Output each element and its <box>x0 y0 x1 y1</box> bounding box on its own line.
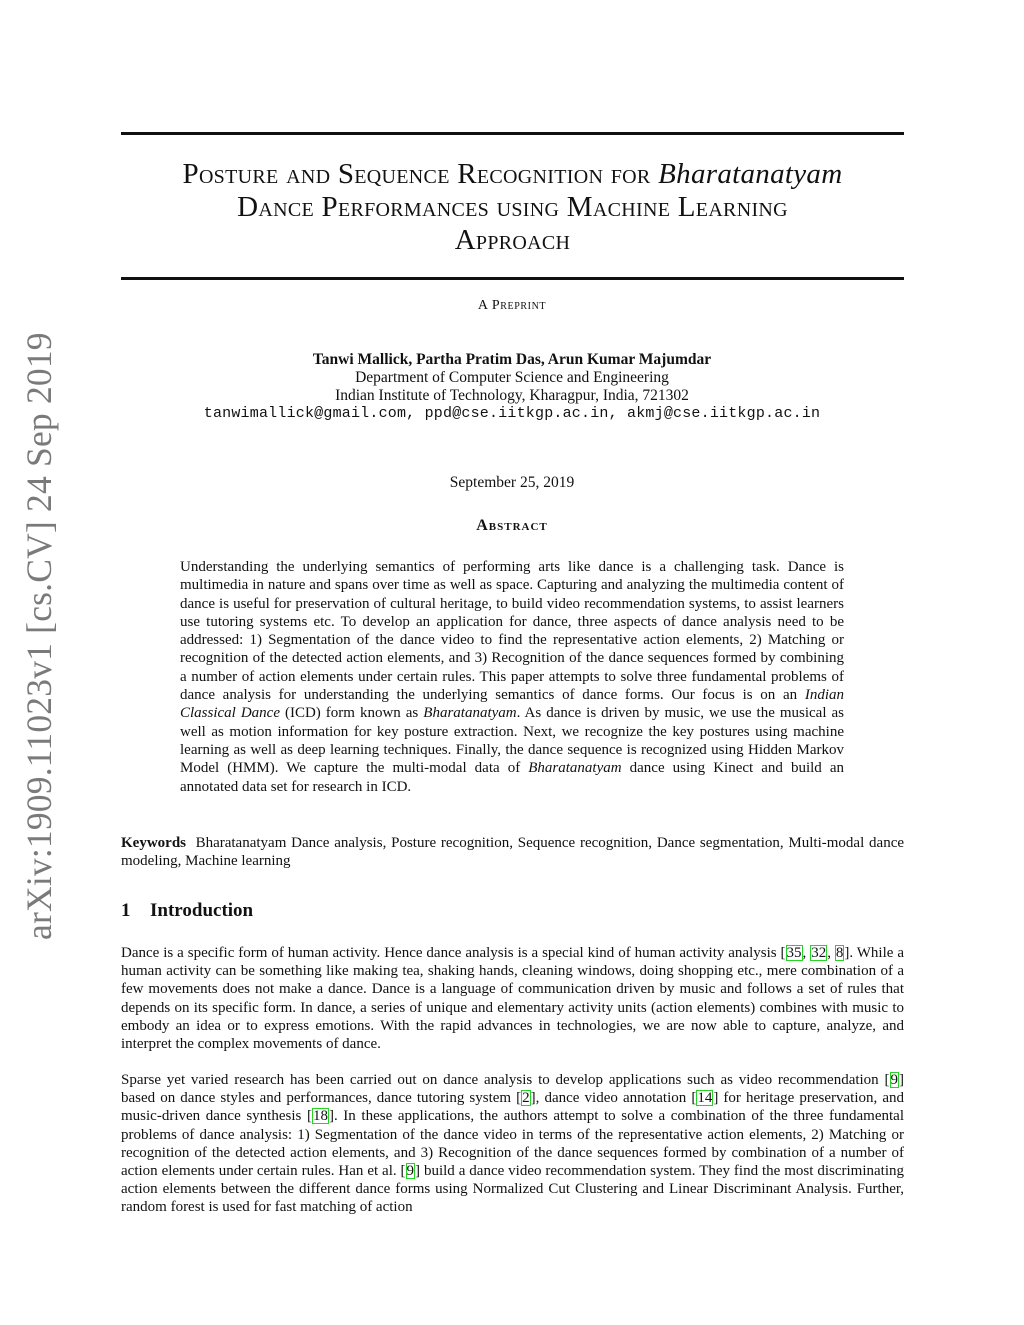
section-title: Introduction <box>150 900 254 921</box>
paper-date: September 25, 2019 <box>449 474 575 491</box>
citation-link[interactable]: 18 <box>312 1108 328 1125</box>
author-block <box>0 351 1024 423</box>
title-line-2: Dance Performances using Machine Learning <box>237 191 788 223</box>
abstract-text: Understanding the underlying semantics of performing arts like dance is a challenging task. Dance is multimedia in nature and spans over time as well as space. Capturing and analyzing the multimedia content of dance is useful for preservation of cultural heritage, to build video recommendation systems, to assist learners use tutoring systems etc. To develop an application for dance, three aspects of dance analysis need to be addressed: 1) Segmentation of the dance video to find the representative action elements, 2) Matching or recognition of the detected action elements, and 3) Recognition of the dance sequences formed by combining a number of action elements under certain rules. This paper attempts to solve three fundamental problems of dance analysis for understanding the underlying semantics of dance forms. Our focus is on an Indian Classical Dance (ICD) form known as Bharatanatyam. As dance is driven by music, we use the musical as well as motion information for key posture extraction. Next, we recognize the key postures using machine learning as well as deep learning techniques. Finally, the dance sequence is recognized using Hidden Markov Model (HMM). We capture the multi-modal data of Bharatanatyam dance using Kinect and build an annotated data set for research in ICD. <box>180 559 844 795</box>
citation-link[interactable]: 35 <box>786 945 802 961</box>
author-emails: tanwimallick@gmail.com, ppd@cse.iitkgp.ac.in, akmj@cse.iitkgp.ac.in <box>203 405 821 422</box>
section-heading-introduction <box>121 900 253 922</box>
author-names: Tanwi Mallick, Partha Pratim Das, Arun Kumar Majumdar <box>312 351 712 368</box>
citation-link[interactable]: 9 <box>406 1163 415 1180</box>
author-institute: Indian Institute of Technology, Kharagpur, India, 721302 <box>335 387 689 404</box>
abstract-heading: Abstract <box>476 517 548 534</box>
title-line-1: Posture and Sequence Recognition for Bharatanatyam <box>182 158 843 190</box>
preprint-label: A Preprint <box>477 298 547 313</box>
arxiv-identifier: arXiv:1909.11023v1 [cs.CV] 24 Sep 2019 <box>19 332 59 940</box>
keywords-text: Bharatanatyam Dance analysis, Posture recognition, Sequence recognition, Dance segmentation, Multi-modal dance modeling, Machine learning <box>121 835 905 870</box>
title-bottom-rule <box>121 277 904 280</box>
paper-title <box>121 158 904 257</box>
title-top-rule <box>121 132 904 135</box>
title-line-3: Approach <box>454 224 571 256</box>
keywords <box>121 834 904 871</box>
citation-link[interactable]: 8 <box>835 945 844 961</box>
citation-link[interactable]: 14 <box>697 1090 713 1107</box>
title-italic-term: Bharatanatyam <box>658 158 843 190</box>
introduction-paragraph-1: Dance is a specific form of human activity. Hence dance analysis is a special kind of human activity analysis [35, 32, 8]. While a human activity can be something like making tea, shaking hands, cleaning windows, doing shopping etc., mere combination of a few movements does not make a dance. Dance is a language of communication driven by music and follows a set of rules that depends on its specific form. In dance, a series of unique and elementary activity units (action elements) combines with music to embody an idea or to express emotions. With the rapid advances in technologies, we are now able to capture, analyze, and interpret the complex movements of dance. <box>121 945 904 1053</box>
citation-link[interactable]: 9 <box>890 1072 898 1088</box>
citation-link[interactable]: 2 <box>522 1090 530 1107</box>
citation-link[interactable]: 32 <box>811 945 827 961</box>
section-number: 1 <box>121 900 131 921</box>
keywords-label: Keywords <box>121 835 186 851</box>
introduction-paragraph-2: Sparse yet varied research has been carried out on dance analysis to develop applications such as video recommendation [9] based on dance styles and performances, dance tutoring system [2], dance video annotation [14] for heritage preservation, and music-driven dance synthesis [18]. In these applications, the authors attempt to solve a combination of the three fundamental problems of dance analysis: 1) Segmentation of the dance video in terms of the representative action elements, 2) Matching or recognition of the detected action elements, and 3) Recognition of the dance sequences formed by combination of a number of action elements under certain rules. Han et al. [9] build a dance video recommendation system. They find the most discriminating action elements between the different dance forms using Normalized Cut Clustering and Linear Discriminant Analysis. Further, random forest is used for fast matching of action <box>121 1072 904 1216</box>
author-department: Department of Computer Science and Engineering <box>355 369 669 386</box>
